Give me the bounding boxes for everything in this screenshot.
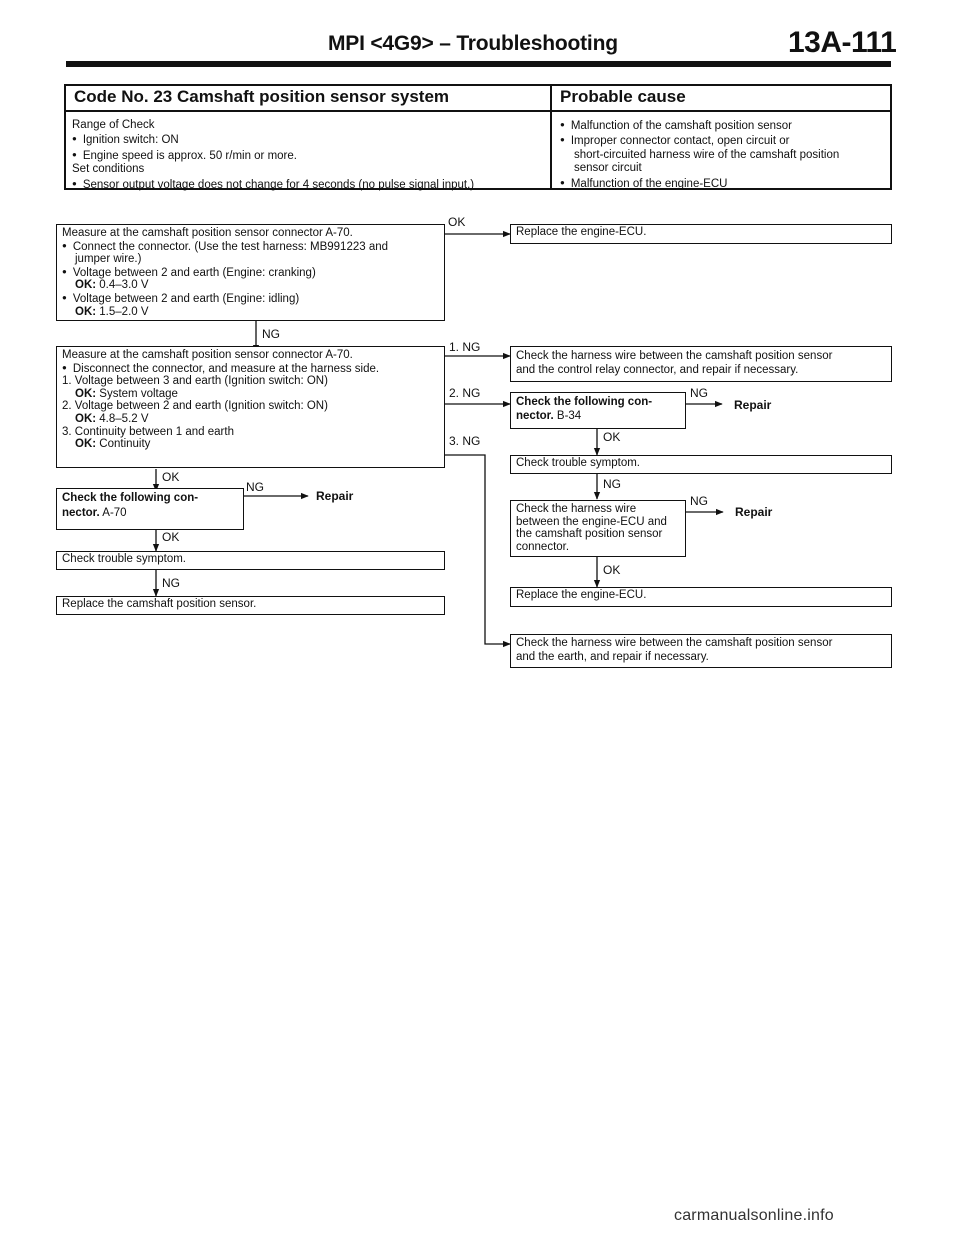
site-watermark: carmanualsonline.info — [674, 1207, 834, 1224]
ok-spec-line — [62, 413, 439, 426]
cause-item: ● Malfunction of the camshaft position sensor — [560, 118, 839, 133]
ok-value: 4.8–5.2 V — [96, 412, 149, 425]
replace-ecu-box-1: Replace the engine-ECU. — [510, 224, 892, 244]
box-line: Check the harness wire between the camshaft position sensor — [516, 637, 833, 649]
ng3-arrow — [444, 455, 510, 644]
branch-label-ng: NG — [690, 494, 708, 508]
cause-item-continued: sensor circuit — [574, 162, 642, 175]
step-line: 1. Voltage between 3 and earth (Ignition switch: ON) — [62, 375, 328, 388]
step-line: ● Disconnect the connector, and measure at the harness side. — [62, 362, 439, 376]
range-heading: Range of Check — [72, 119, 155, 131]
branch-label-ng: NG — [603, 477, 621, 491]
ok-spec-line — [62, 438, 439, 451]
ok-spec-line — [62, 388, 439, 401]
check-harness-ecu-box — [510, 500, 686, 557]
range-item: ● Engine speed is approx. 50 r/min or more. — [72, 148, 474, 163]
connector-code: B-34 — [553, 410, 582, 422]
code-header: Code No. 23 Camshaft position sensor system — [74, 87, 450, 106]
check-harness-relay-box — [510, 346, 892, 382]
repair-label: Repair — [734, 398, 772, 412]
branch-label-ng: NG — [246, 480, 264, 494]
ok-label: OK: — [75, 305, 97, 318]
cause-item: ● Improper connector contact, open circuit or — [560, 133, 839, 148]
step-line: Measure at the camshaft position sensor connector A-70. — [62, 349, 353, 361]
step-line: ● Voltage between 2 and earth (Engine: cranking) — [62, 266, 439, 280]
replace-sensor-box: Replace the camshaft position sensor. — [56, 596, 445, 615]
box-line: between the engine-ECU and — [516, 515, 667, 528]
ok-label: OK: — [75, 387, 97, 400]
branch-label-ok: OK — [162, 530, 180, 544]
ok-spec-line — [62, 306, 439, 319]
box-line-bold: nector. — [62, 507, 100, 519]
branch-label-ng2: 2. NG — [449, 386, 481, 400]
check-harness-earth-box — [510, 634, 892, 668]
ok-label: OK: — [75, 412, 97, 425]
branch-label-ng: NG — [262, 327, 280, 341]
ok-label: OK: — [75, 438, 97, 451]
branch-label-ng3: 3. NG — [449, 434, 481, 448]
step-line: Measure at the camshaft position sensor connector A-70. — [62, 227, 353, 239]
branch-label-ok: OK — [448, 215, 466, 229]
step-line: 3. Continuity between 1 and earth — [62, 425, 234, 438]
set-conditions-heading: Set conditions — [72, 163, 145, 176]
repair-label: Repair — [735, 505, 773, 519]
box-line: and the control relay connector, and repair if necessary. — [516, 364, 799, 376]
step-line: ● Voltage between 2 and earth (Engine: idling) — [62, 292, 439, 306]
branch-label-ok: OK — [603, 430, 621, 444]
probable-cause-header: Probable cause — [560, 87, 686, 106]
cause-item: ● Malfunction of the engine-ECU — [560, 176, 839, 191]
measure-box-harness-side — [56, 346, 445, 468]
branch-label-ok: OK — [603, 563, 621, 577]
ok-label: OK: — [75, 279, 97, 292]
step-line: jumper wire.) — [75, 253, 142, 266]
measure-box-cranking-idling — [56, 224, 445, 321]
box-line-bold: nector. — [516, 410, 554, 422]
connector-code: A-70 — [99, 507, 127, 519]
branch-label-ng: NG — [690, 386, 708, 400]
branch-label-ng1: 1. NG — [449, 340, 481, 354]
ok-value: 0.4–3.0 V — [96, 279, 149, 292]
box-line: Check the harness wire between the camshaft position sensor — [516, 350, 833, 362]
box-line: and the earth, and repair if necessary. — [516, 650, 709, 663]
step-line: ● Connect the connector. (Use the test harness: MB991223 and — [62, 240, 439, 254]
ok-value: 1.5–2.0 V — [96, 305, 149, 318]
ok-spec-line — [62, 279, 439, 292]
set-condition-item: ● Sensor output voltage does not change for 4 seconds (no pulse signal input.) — [72, 177, 474, 192]
branch-label-ng: NG — [162, 576, 180, 590]
page-number: 13A-111 — [788, 26, 897, 59]
box-line: the camshaft position sensor — [516, 528, 663, 541]
page-title: MPI <4G9> – Troubleshooting — [328, 32, 618, 55]
repair-label: Repair — [316, 489, 354, 503]
check-trouble-symptom-box-right: Check trouble symptom. — [510, 455, 892, 474]
step-line: 2. Voltage between 2 and earth (Ignition switch: ON) — [62, 400, 328, 413]
check-connector-b34-box — [510, 392, 686, 429]
branch-label-ok: OK — [162, 470, 180, 484]
check-trouble-symptom-box: Check trouble symptom. — [56, 551, 445, 570]
box-line: Check the following con- — [62, 492, 199, 504]
range-item: ● Ignition switch: ON — [72, 132, 474, 147]
check-connector-a70-box — [56, 488, 244, 530]
ok-value: System voltage — [96, 387, 178, 400]
replace-ecu-box-2: Replace the engine-ECU. — [510, 587, 892, 607]
box-line: connector. — [516, 540, 570, 553]
ok-value: Continuity — [96, 438, 151, 451]
box-line: Check the harness wire — [516, 503, 637, 515]
cause-item-continued: short-circuited harness wire of the camshaft position — [574, 148, 840, 161]
box-line: Check the following con- — [516, 396, 653, 408]
